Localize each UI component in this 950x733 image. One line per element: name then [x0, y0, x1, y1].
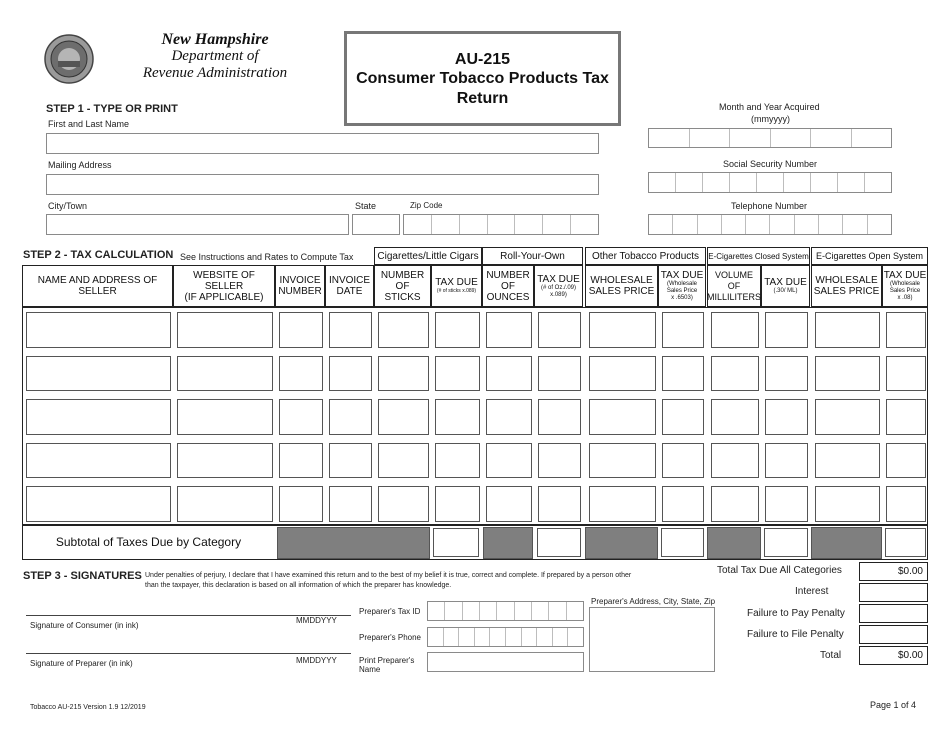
cell-invoice-number[interactable]: [279, 399, 323, 435]
cell-volume[interactable]: [711, 443, 759, 479]
col-tax-due-other-note-1: (Wholesale: [666, 281, 697, 287]
total-value[interactable]: $0.00: [859, 646, 928, 665]
form-title-line2: Return: [456, 90, 509, 107]
step2-instructions: See Instructions and Rates to Compute Tax: [180, 252, 354, 262]
preparer-phone-field[interactable]: [427, 627, 584, 647]
table-row: [23, 395, 927, 439]
cell-volume[interactable]: [711, 356, 759, 392]
col-tax-due-ryo-note-1: (# of Oz./.09): [540, 284, 576, 291]
step2-title: STEP 2 - TAX CALCULATION: [23, 249, 174, 261]
cell-tax-due-open[interactable]: [886, 399, 926, 435]
col-tax-due-cig-note: (# of sticks x.089): [436, 288, 477, 294]
cell-tax-due-cig[interactable]: [435, 486, 480, 522]
form-title-box: [344, 31, 621, 126]
col-volume-3: MILLILITERS: [706, 291, 762, 302]
cell-sticks[interactable]: [378, 486, 429, 522]
cell-tax-due-other[interactable]: [662, 399, 704, 435]
state-field[interactable]: [352, 214, 400, 235]
cell-volume[interactable]: [711, 486, 759, 522]
total-label: Total: [820, 650, 842, 661]
failure-pay-field[interactable]: [859, 604, 928, 623]
cell-seller[interactable]: [26, 443, 171, 479]
cell-tax-due-open[interactable]: [886, 312, 926, 348]
subtotal-gray-d: [707, 527, 761, 559]
col-website-2: (IF APPLICABLE): [184, 291, 264, 303]
cell-wholesale[interactable]: [589, 486, 656, 522]
group-ryo: Roll-Your-Own: [482, 247, 583, 265]
col-tax-due-ryo-note-2: x.089): [550, 291, 567, 298]
consumer-date-format: MMDDYYY: [296, 616, 337, 625]
cell-wholesale-open[interactable]: [815, 443, 880, 479]
col-tax-due-ryo-1: TAX DUE: [537, 273, 580, 285]
consumer-sig-label: Signature of Consumer (in ink): [30, 621, 139, 630]
cell-volume[interactable]: [711, 399, 759, 435]
cell-tax-due-closed[interactable]: [765, 356, 808, 392]
agency-name: [110, 31, 320, 82]
cell-tax-due-open[interactable]: [886, 486, 926, 522]
ssn-label: Social Security Number: [723, 159, 818, 169]
col-tax-due-cig: [431, 265, 482, 307]
col-wholesale-1: WHOLESALE: [590, 275, 653, 286]
cell-tax-due-closed[interactable]: [765, 312, 808, 348]
cell-sticks[interactable]: [378, 399, 429, 435]
cell-tax-due-cig[interactable]: [435, 356, 480, 392]
month-year-label: Month and Year Acquired: [719, 102, 820, 112]
cell-invoice-number[interactable]: [279, 312, 323, 348]
col-tax-due-open-note-2: Sales Price: [889, 288, 921, 294]
col-tax-due-ryo: [534, 265, 583, 307]
interest-field[interactable]: [859, 583, 928, 602]
step3-title: STEP 3 - SIGNATURES: [23, 570, 142, 582]
cell-tax-due-closed[interactable]: [765, 399, 808, 435]
cell-volume[interactable]: [711, 312, 759, 348]
preparer-signature-line: [26, 653, 351, 654]
cell-website[interactable]: [177, 486, 273, 522]
total-tax-label: Total Tax Due All Categories: [717, 565, 842, 576]
agency-line2: Department of: [171, 48, 259, 64]
phone-field[interactable]: [648, 214, 892, 235]
cell-tax-due-open[interactable]: [886, 443, 926, 479]
cell-seller[interactable]: [26, 356, 171, 392]
cell-invoice-date[interactable]: [329, 356, 372, 392]
cell-sticks[interactable]: [378, 312, 429, 348]
cell-invoice-number[interactable]: [279, 486, 323, 522]
cell-wholesale-open[interactable]: [815, 399, 880, 435]
col-sticks-3: STICKS: [384, 291, 421, 303]
col-volume-1: VOLUME: [714, 269, 753, 280]
col-wholesale-open-2: SALES PRICE: [813, 286, 880, 297]
cell-ounces[interactable]: [486, 312, 532, 348]
cell-wholesale-open[interactable]: [815, 486, 880, 522]
phone-label: Telephone Number: [731, 201, 808, 211]
month-year-format: (mmyyyy): [751, 114, 790, 124]
cell-tax-due-other[interactable]: [662, 486, 704, 522]
col-wholesale-open-1: WHOLESALE: [815, 275, 878, 286]
col-tax-due-open-note-3: x .08): [897, 295, 913, 301]
col-tax-due-cig-1: TAX DUE: [435, 277, 478, 288]
col-volume: [707, 265, 761, 307]
col-invoice-number-2: NUMBER: [278, 286, 322, 297]
footer-version: Tobacco AU-215 Version 1.9 12/2019: [30, 704, 146, 711]
cell-tax-due-closed[interactable]: [765, 443, 808, 479]
table-row: [23, 308, 927, 352]
col-sticks-2: OF: [395, 280, 410, 292]
col-seller: [22, 265, 173, 307]
month-year-field[interactable]: [648, 128, 892, 148]
preparer-tax-id-label: Preparer's Tax ID: [359, 607, 421, 616]
col-wholesale-2: SALES PRICE: [588, 286, 655, 297]
table-row: [23, 482, 927, 526]
print-preparer-name-2: Name: [359, 665, 381, 674]
cell-invoice-date[interactable]: [329, 443, 372, 479]
preparer-phone-label: Preparer's Phone: [359, 633, 422, 642]
step1-title: STEP 1 - TYPE OR PRINT: [46, 103, 178, 115]
subtotal-open-field[interactable]: [885, 528, 926, 557]
cell-wholesale[interactable]: [589, 312, 656, 348]
form-number: AU-215: [454, 51, 511, 68]
city-label: City/Town: [48, 201, 88, 211]
col-tax-due-open: [882, 265, 928, 307]
cell-tax-due-other[interactable]: [662, 356, 704, 392]
cell-invoice-date[interactable]: [329, 486, 372, 522]
zip-field[interactable]: [403, 214, 599, 235]
col-invoice-number-1: INVOICE: [279, 275, 321, 286]
col-tax-due-closed: [761, 265, 810, 307]
cell-ounces[interactable]: [486, 356, 532, 392]
col-ounces: [482, 265, 534, 307]
cell-invoice-number[interactable]: [279, 443, 323, 479]
agency-line1: New Hampshire: [161, 31, 269, 48]
preparer-tax-id-field[interactable]: [427, 601, 584, 621]
cell-tax-due-ryo[interactable]: [538, 356, 581, 392]
table-row: [23, 352, 927, 396]
col-website-1: WEBSITE OF SELLER: [193, 269, 255, 292]
subtotal-ryo-field[interactable]: [537, 528, 581, 557]
cell-invoice-date[interactable]: [329, 399, 372, 435]
cell-tax-due-cig[interactable]: [435, 443, 480, 479]
cell-tax-due-open[interactable]: [886, 356, 926, 392]
mailing-label: Mailing Address: [48, 160, 112, 170]
cell-tax-due-ryo[interactable]: [538, 443, 581, 479]
cell-tax-due-cig[interactable]: [435, 312, 480, 348]
name-field[interactable]: [46, 133, 599, 154]
cell-sticks[interactable]: [378, 356, 429, 392]
cell-invoice-number[interactable]: [279, 356, 323, 392]
subtotal-label: Subtotal of Taxes Due by Category: [55, 535, 242, 549]
preparer-address-label: Preparer's Address, City, State, Zip: [591, 597, 716, 606]
declaration-line1: Under penalties of perjury, I declare that I have examined this return and to the best of my belief it is true, correct and complete. If prepared by a person other: [145, 572, 632, 579]
cell-wholesale[interactable]: [589, 356, 656, 392]
footer-page: Page 1 of 4: [870, 700, 917, 710]
cell-seller[interactable]: [26, 399, 171, 435]
cell-website[interactable]: [177, 443, 273, 479]
subtotal-cig-field[interactable]: [433, 528, 479, 557]
subtotal-gray-b: [483, 527, 533, 559]
col-tax-due-other: [658, 265, 706, 307]
cell-wholesale-open[interactable]: [815, 312, 880, 348]
col-tax-due-other-note-3: x .6503): [671, 295, 693, 301]
preparer-name-field[interactable]: [427, 652, 584, 672]
group-ecig-closed: E-Cigarettes Closed System: [707, 247, 810, 265]
cell-ounces[interactable]: [486, 443, 532, 479]
col-invoice-date-1: INVOICE: [328, 275, 371, 286]
subtotal-gray-c: [585, 527, 658, 559]
cell-tax-due-ryo[interactable]: [538, 399, 581, 435]
total-tax-value[interactable]: $0.00: [859, 562, 928, 581]
preparer-address-field[interactable]: [589, 607, 715, 672]
state-label: State: [355, 201, 377, 211]
cell-tax-due-other[interactable]: [662, 443, 704, 479]
failure-pay-label: Failure to Pay Penalty: [747, 608, 845, 619]
tax-calculation-grid: [22, 307, 928, 525]
col-tax-due-closed-note: (.30/ ML): [773, 288, 798, 294]
cell-seller[interactable]: [26, 312, 171, 348]
form-title-line1: Consumer Tobacco Products Tax: [356, 70, 609, 87]
col-ounces-2: OF: [501, 280, 515, 292]
cell-sticks[interactable]: [378, 443, 429, 479]
cell-website[interactable]: [177, 312, 273, 348]
zip-label: Zip Code: [410, 201, 443, 210]
name-label: First and Last Name: [48, 119, 130, 129]
failure-file-label: Failure to File Penalty: [747, 629, 844, 640]
cell-ounces[interactable]: [486, 399, 532, 435]
col-ounces-1: NUMBER: [486, 269, 530, 281]
col-website: [173, 265, 275, 307]
col-wholesale-open: [811, 265, 882, 307]
agency-line3: Revenue Administration: [142, 65, 288, 81]
subtotal-closed-field[interactable]: [764, 528, 808, 557]
cell-tax-due-ryo[interactable]: [538, 312, 581, 348]
print-preparer-name-1: Print Preparer's: [359, 656, 415, 665]
preparer-date-format: MMDDYYY: [296, 656, 337, 665]
ssn-field[interactable]: [648, 172, 892, 193]
cell-wholesale[interactable]: [589, 443, 656, 479]
cell-invoice-date[interactable]: [329, 312, 372, 348]
subtotal-gray-e: [811, 527, 882, 559]
subtotal-gray-a: [277, 527, 430, 559]
subtotal-other-field[interactable]: [661, 528, 704, 557]
col-volume-2: OF: [727, 280, 741, 291]
col-invoice-date: [325, 265, 374, 307]
col-sticks-1: NUMBER: [380, 269, 425, 281]
col-tax-due-other-note-2: Sales Price: [666, 288, 698, 294]
col-tax-due-closed-1: TAX DUE: [764, 277, 807, 288]
cell-tax-due-ryo[interactable]: [538, 486, 581, 522]
cell-website[interactable]: [177, 399, 273, 435]
col-ounces-3: OUNCES: [486, 291, 530, 303]
col-seller-text: NAME AND ADDRESS OF SELLER: [37, 275, 158, 297]
preparer-sig-label: Signature of Preparer (in ink): [30, 659, 133, 668]
group-cigarettes: Cigarettes/Little Cigars: [374, 247, 482, 265]
cell-wholesale-open[interactable]: [815, 356, 880, 392]
cell-seller[interactable]: [26, 486, 171, 522]
group-other: Other Tobacco Products: [585, 247, 706, 265]
col-tax-due-open-note-1: (Wholesale: [889, 281, 920, 287]
col-invoice-number: [275, 265, 325, 307]
cell-website[interactable]: [177, 356, 273, 392]
col-tax-due-other-1: TAX DUE: [660, 270, 704, 281]
cell-wholesale[interactable]: [589, 399, 656, 435]
group-ecig-open: E-Cigarettes Open System: [811, 247, 928, 265]
cell-tax-due-other[interactable]: [662, 312, 704, 348]
cell-ounces[interactable]: [486, 486, 532, 522]
declaration-line2: than the taxpayer, this declaration is based on all information of which the preparer has knowledge.: [145, 582, 452, 589]
interest-label: Interest: [795, 586, 829, 597]
failure-file-field[interactable]: [859, 625, 928, 644]
state-seal: [44, 34, 94, 84]
col-invoice-date-2: DATE: [336, 286, 363, 297]
city-field[interactable]: [46, 214, 349, 235]
mailing-address-field[interactable]: [46, 174, 599, 195]
cell-tax-due-cig[interactable]: [435, 399, 480, 435]
col-tax-due-open-1: TAX DUE: [883, 270, 927, 281]
table-row: [23, 439, 927, 483]
col-sticks: [374, 265, 431, 307]
cell-tax-due-closed[interactable]: [765, 486, 808, 522]
col-wholesale: [585, 265, 658, 307]
